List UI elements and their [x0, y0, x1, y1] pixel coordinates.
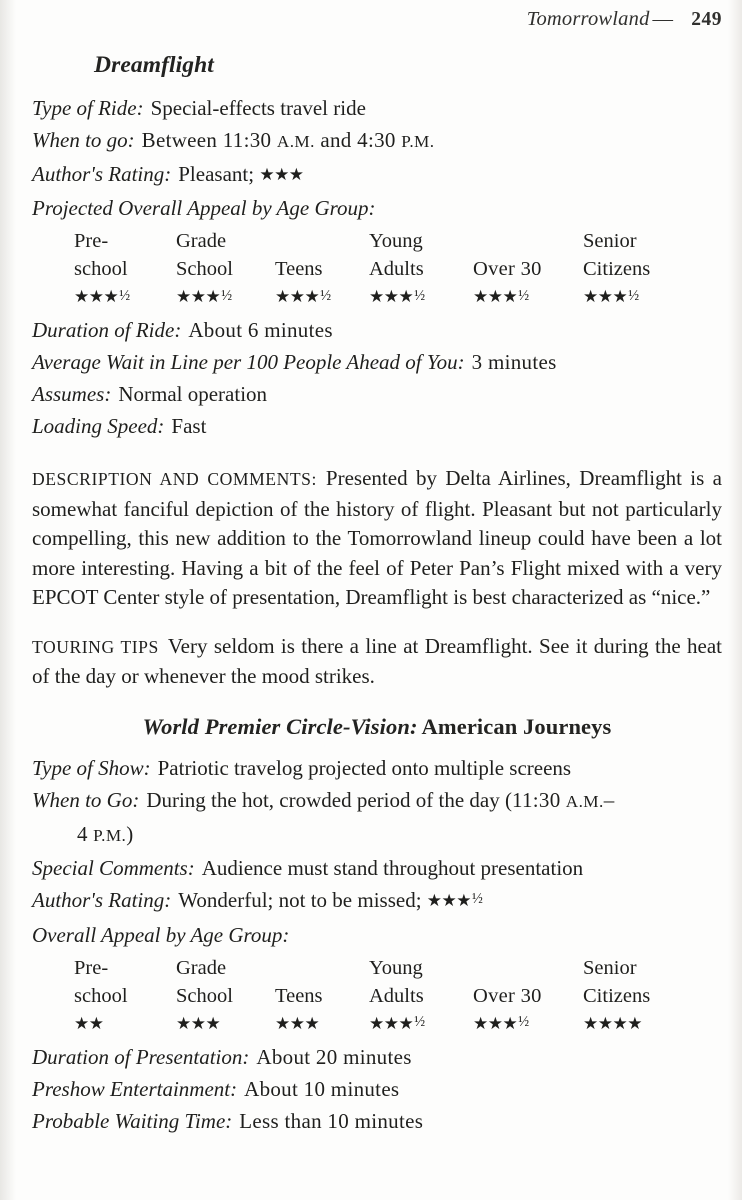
- half-star: ½: [414, 287, 426, 304]
- running-head: [32, 8, 722, 31]
- star-rating-cell: [369, 1010, 473, 1039]
- header-line-1: Senior: [583, 956, 637, 979]
- star-rating-cell: [583, 283, 678, 312]
- star-rating: ★★★: [176, 1013, 221, 1033]
- header-line-1: [275, 954, 369, 982]
- half-star: ½: [518, 287, 530, 304]
- fact-value: Less than 10 minutes: [239, 1108, 424, 1133]
- fact-label: Author's Rating:: [32, 162, 172, 186]
- age-column-header-young-adults: [369, 954, 473, 1010]
- fact-value: During the hot, crowded period of the day (11:30 A.M.–: [146, 787, 615, 812]
- half-star: ½: [518, 1014, 530, 1030]
- scan-edge-shadow-left: [0, 0, 16, 1200]
- running-head-dash: —: [652, 8, 674, 30]
- half-star: ½: [119, 287, 131, 304]
- age-column-header-grade-school: [176, 954, 275, 1010]
- header-line-1: Pre-: [74, 956, 109, 979]
- header-line-2: school: [74, 984, 128, 1007]
- star-rating: ★★★: [259, 165, 304, 184]
- age-column-header-senior-citizens: [583, 227, 678, 283]
- half-star: ½: [628, 287, 640, 304]
- fact-loading-speed: [32, 410, 722, 442]
- fact-value: Special-effects travel ride: [150, 96, 366, 120]
- section-spacer: [32, 692, 722, 714]
- star-rating-cell: [473, 1010, 583, 1039]
- fact-overall-appeal-heading: [32, 919, 722, 951]
- star-rating: ★★★: [275, 287, 320, 306]
- paragraph-text: Presented by Delta Airlines, Dreamflight is a somewhat fanciful depiction of the history of flight. Pleasant but not particularly compelling, this new addition to the Tomorrowland lineup could have been a lot more interesting. Having a bit of the feel of Peter Pan’s Flight mixed with a very EPCOT Center style of presentation, Dreamflight is best characterized as “nice.”: [32, 466, 722, 609]
- fact-value: About 6 minutes: [188, 318, 333, 342]
- fact-value: Wonderful; not to be missed; ★★★½: [178, 887, 483, 912]
- star-rating: ★★★: [74, 287, 119, 306]
- star-rating-cell: [369, 283, 473, 312]
- header-line-1: Grade: [176, 956, 227, 979]
- fact-value: About 20 minutes: [256, 1044, 412, 1069]
- fact-type-of-ride: [32, 92, 722, 124]
- fact-projected-appeal-heading: [32, 192, 722, 224]
- fact-label: Author's Rating:: [32, 887, 172, 912]
- fact-when-to-go: [32, 124, 722, 158]
- age-column-header-teens: [275, 954, 369, 1010]
- description-and-comments-paragraph: [32, 464, 722, 613]
- touring-tips-paragraph: [32, 632, 722, 692]
- half-star: [103, 1014, 104, 1030]
- star-rating: ★★★: [426, 890, 472, 910]
- fact-duration-of-ride: [32, 314, 722, 346]
- fact-assumes: [32, 378, 722, 410]
- age-column-header-grade-school: [176, 227, 275, 283]
- paragraph-run-in-heading: TOURING TIPS: [32, 636, 159, 657]
- age-column-header-over-30: [473, 954, 583, 1010]
- attraction-title: Dreamflight: [94, 52, 214, 78]
- header-line-2: Over 30: [473, 984, 542, 1007]
- half-star: ½: [221, 287, 233, 304]
- fact-label: Loading Speed:: [32, 414, 165, 438]
- page-number: 249: [691, 9, 722, 30]
- header-line-1: Young: [369, 956, 423, 979]
- star-rating: ★★★: [275, 1013, 320, 1033]
- fact-special-comments: [32, 852, 722, 884]
- header-line-1: [275, 227, 369, 255]
- fact-preshow-entertainment: [32, 1073, 722, 1105]
- fact-value: Audience must stand throughout presentation: [201, 855, 584, 880]
- fact-label: Assumes:: [32, 382, 112, 406]
- star-rating-cell: [176, 1010, 275, 1039]
- page-body: [32, 52, 722, 1137]
- star-rating-cell: [176, 283, 275, 312]
- fact-label: Type of Ride:: [32, 96, 144, 120]
- star-rating: ★★★: [369, 1013, 414, 1033]
- header-line-1: Pre-: [74, 230, 109, 252]
- fact-average-wait: [32, 346, 722, 378]
- fact-value: 3 minutes: [471, 350, 557, 374]
- fact-value: Patriotic travelog projected onto multiple screens: [157, 755, 572, 780]
- fact-label: Duration of Presentation:: [32, 1044, 250, 1069]
- fact-label: Duration of Ride:: [32, 318, 182, 342]
- star-rating-cell: [473, 283, 583, 312]
- fact-value: Normal operation: [118, 382, 268, 406]
- paragraph-text: Very seldom is there a line at Dreamflight. See it during the heat of the day or whenever the mood strikes.: [32, 633, 723, 688]
- attraction-entry-american-journeys: [32, 714, 722, 1137]
- show-title-name: American Journeys: [421, 713, 612, 739]
- age-column-header-senior-citizens: [583, 954, 678, 1010]
- header-line-2: school: [74, 258, 128, 280]
- age-group-appeal-table-1: [32, 227, 678, 312]
- header-line-1: [473, 954, 583, 982]
- half-star: ½: [472, 891, 483, 907]
- star-rating: ★★★: [583, 287, 628, 306]
- half-star: ½: [414, 1014, 426, 1030]
- header-line-2: Teens: [275, 984, 323, 1007]
- star-rating: ★★★: [473, 1013, 518, 1033]
- header-line-2: Citizens: [583, 984, 651, 1007]
- header-line-1: [473, 227, 583, 255]
- fact-authors-rating: [32, 884, 722, 919]
- star-rating: ★★★: [176, 287, 221, 306]
- fact-value: Pleasant; ★★★: [178, 162, 304, 186]
- star-rating-cell: [275, 283, 369, 312]
- table-header-row: [32, 954, 678, 1010]
- star-rating-cell: [583, 1010, 678, 1039]
- header-line-2: School: [176, 984, 233, 1007]
- fact-value: Fast: [171, 414, 207, 438]
- fact-duration-of-presentation: [32, 1041, 722, 1073]
- header-line-2: Teens: [275, 258, 323, 280]
- scan-edge-shadow-right: [728, 0, 742, 1200]
- fact-label: When to Go:: [32, 787, 140, 812]
- header-line-1: Grade: [176, 230, 227, 252]
- age-column-header-preschool: [32, 954, 176, 1010]
- fact-label: Projected Overall Appeal by Age Group:: [32, 196, 376, 220]
- show-title: [32, 714, 722, 740]
- age-column-header-over-30: [473, 227, 583, 283]
- paragraph-run-in-heading: DESCRIPTION AND COMMENTS:: [32, 469, 317, 489]
- table-ratings-row: [32, 283, 678, 312]
- show-title-series: World Premier Circle-Vision:: [142, 713, 418, 739]
- header-line-2: Adults: [369, 258, 424, 280]
- fact-label: Preshow Entertainment:: [32, 1076, 238, 1101]
- running-head-title: Tomorrowland: [526, 8, 650, 30]
- star-rating: ★★★: [473, 287, 518, 306]
- attraction-entry-dreamflight: [32, 52, 722, 692]
- star-rating: ★★★★: [583, 1013, 642, 1033]
- star-rating-cell: [32, 283, 176, 312]
- age-column-header-teens: [275, 227, 369, 283]
- fact-value-continuation: 4 P.M.): [77, 821, 134, 846]
- fact-label: Average Wait in Line per 100 People Ahead of You:: [32, 350, 465, 374]
- header-line-2: Over 30: [473, 258, 542, 280]
- star-rating: ★★★: [369, 287, 414, 306]
- fact-type-of-show: [32, 752, 722, 784]
- half-star: [319, 1014, 320, 1030]
- star-rating-cell: [275, 1010, 369, 1039]
- age-column-header-young-adults: [369, 227, 473, 283]
- fact-authors-rating: [32, 158, 722, 192]
- fact-label: Special Comments:: [32, 855, 195, 880]
- star-rating-cell: [32, 1010, 176, 1039]
- table-ratings-row: [32, 1010, 678, 1039]
- fact-label: Probable Waiting Time:: [32, 1108, 233, 1133]
- half-star: ½: [320, 287, 332, 304]
- table-header-row: [32, 227, 678, 283]
- header-line-2: Adults: [369, 984, 424, 1007]
- fact-when-to-go: [32, 784, 722, 852]
- header-line-2: School: [176, 258, 233, 280]
- half-star: [642, 1014, 643, 1030]
- header-line-1: Senior: [583, 230, 637, 252]
- half-star: [220, 1014, 221, 1030]
- fact-label: Type of Show:: [32, 755, 151, 780]
- header-line-2: Citizens: [583, 258, 651, 280]
- age-column-header-preschool: [32, 227, 176, 283]
- header-line-1: Young: [369, 230, 423, 252]
- fact-label: When to go:: [32, 128, 135, 152]
- fact-probable-waiting-time: [32, 1105, 722, 1137]
- fact-value: Between 11:30 A.M. and 4:30 P.M.: [141, 128, 435, 152]
- fact-value: About 10 minutes: [244, 1076, 400, 1101]
- star-rating: ★★: [74, 1013, 104, 1033]
- age-group-appeal-table-2: [32, 954, 678, 1039]
- fact-label: Overall Appeal by Age Group:: [32, 922, 290, 947]
